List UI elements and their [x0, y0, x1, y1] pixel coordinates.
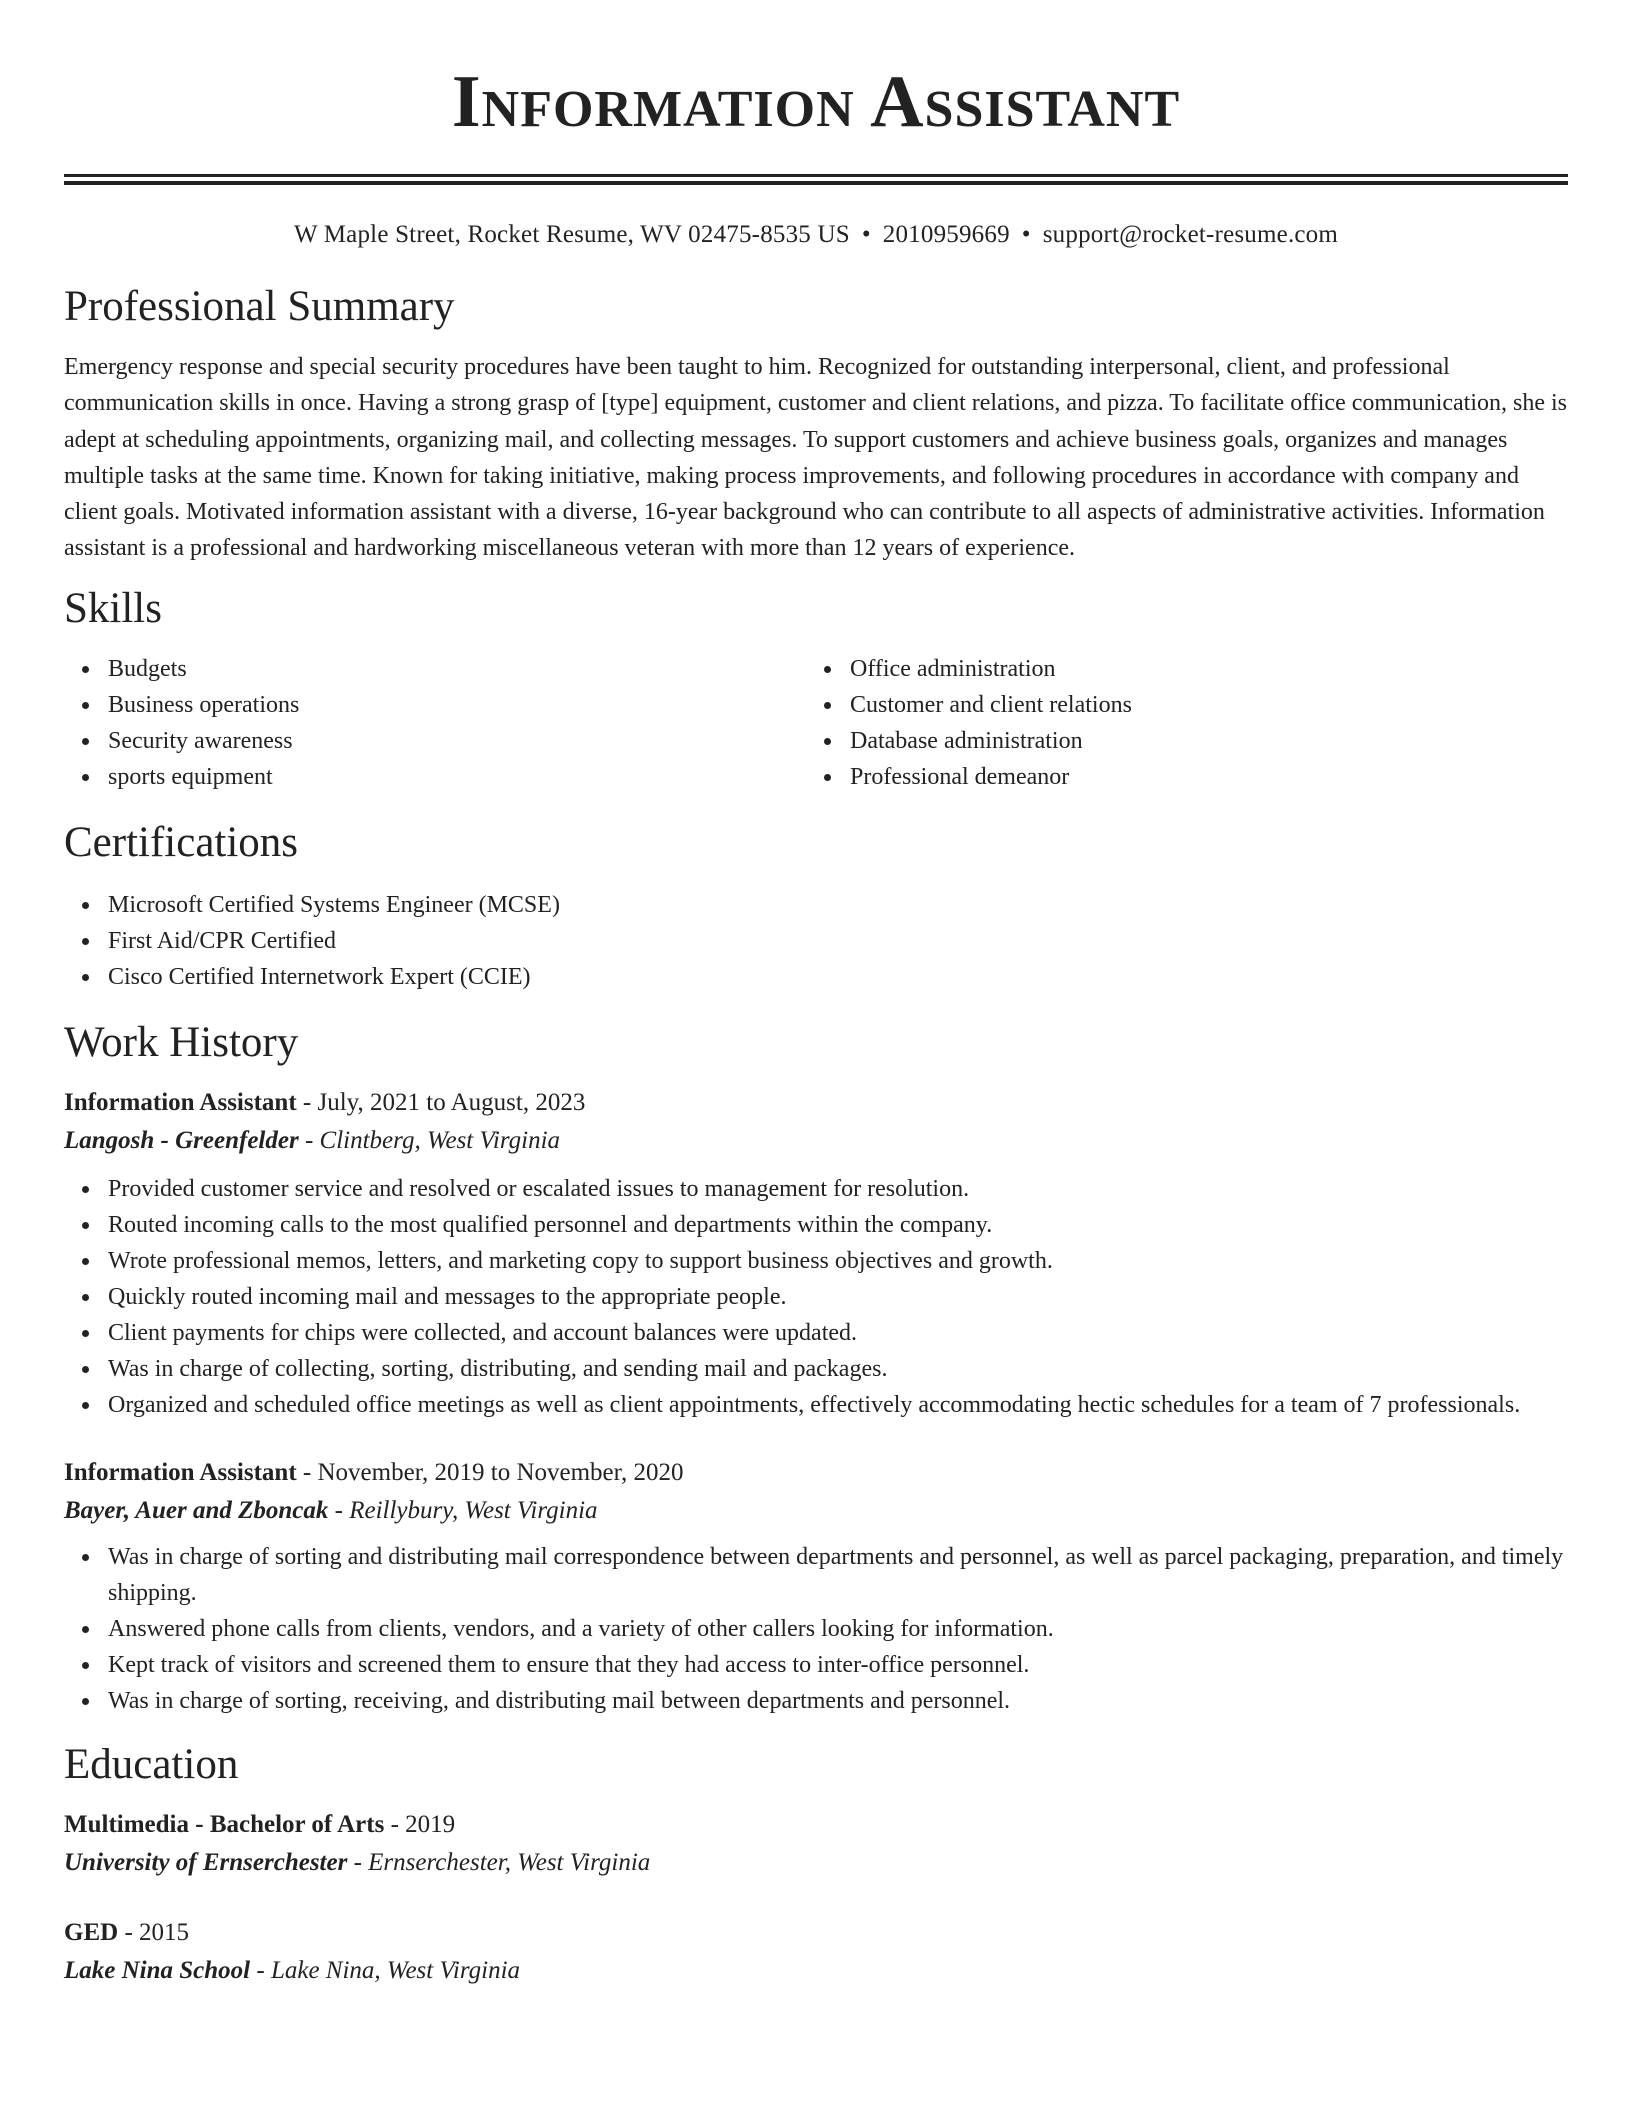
job-entry	[64, 1085, 1568, 1423]
job-employer: Bayer, Auer and Zboncak - Reillybury, West Virginia	[64, 1496, 598, 1524]
job-duty: Provided customer service and resolved or escalated issues to management for resolution.	[108, 1171, 1568, 1207]
job-employer: Langosh - Greenfelder - Clintberg, West Virginia	[64, 1126, 561, 1154]
education-entry	[64, 1807, 1568, 1883]
certification-item: Cisco Certified Internetwork Expert (CCIE)	[108, 959, 1568, 995]
job-duty: Kept track of visitors and screened them to ensure that they had access to inter-office personnel.	[108, 1647, 1568, 1683]
job-duty: Client payments for chips were collected, and account balances were updated.	[108, 1315, 1568, 1351]
job-duties	[64, 1171, 1568, 1423]
bullet-separator: •	[1021, 221, 1031, 248]
education-heading: Education	[64, 1740, 239, 1788]
job-location: Clintberg, West Virginia	[319, 1126, 561, 1154]
job-title: Information Assistant	[64, 1458, 297, 1486]
work-history-heading: Work History	[64, 1018, 299, 1066]
job-duty: Wrote professional memos, letters, and marketing copy to support business objectives and growth.	[108, 1243, 1568, 1279]
contact-line	[64, 219, 1568, 251]
job-duties	[64, 1539, 1568, 1719]
skills-column-right	[806, 651, 1548, 795]
skill-item: sports equipment	[108, 759, 806, 795]
job-duty: Quickly routed incoming mail and messages to the appropriate people.	[108, 1279, 1568, 1315]
skills-column-left	[64, 651, 806, 795]
education-school: University of Ernserchester	[64, 1848, 348, 1876]
summary-heading: Professional Summary	[64, 283, 455, 330]
education-location: Lake Nina, West Virginia	[270, 1956, 521, 1984]
education-header: Multimedia - Bachelor of Arts - 2019	[64, 1810, 456, 1838]
skill-item: Business operations	[108, 687, 806, 723]
skill-item: Database administration	[850, 723, 1548, 759]
job-dates: July, 2021 to August, 2023	[317, 1088, 586, 1116]
education-school-line: University of Ernserchester - Ernserchester, West Virginia	[64, 1848, 651, 1876]
education-school: Lake Nina School	[64, 1956, 251, 1984]
skills-grid	[64, 651, 1568, 795]
bullet-separator: •	[861, 221, 871, 248]
job-entry	[64, 1455, 1568, 1719]
education-school-line: Lake Nina School - Lake Nina, West Virginia	[64, 1956, 521, 1984]
job-duty: Was in charge of collecting, sorting, distributing, and sending mail and packages.	[108, 1351, 1568, 1387]
education-degree: Multimedia - Bachelor of Arts	[64, 1810, 385, 1838]
job-duty: Routed incoming calls to the most qualified personnel and departments within the company.	[108, 1207, 1568, 1243]
resume-name: Information Assistant	[451, 61, 1181, 143]
education-entry	[64, 1915, 1568, 1991]
skills-heading: Skills	[64, 584, 162, 632]
education-year: 2015	[139, 1918, 190, 1946]
skill-item: Budgets	[108, 651, 806, 687]
education-header: GED - 2015	[64, 1918, 190, 1946]
skill-item: Professional demeanor	[850, 759, 1548, 795]
job-title: Information Assistant	[64, 1088, 297, 1116]
job-header: Information Assistant - July, 2021 to August, 2023	[64, 1088, 586, 1116]
job-header: Information Assistant - November, 2019 to November, 2020	[64, 1458, 684, 1486]
skill-item: Security awareness	[108, 723, 806, 759]
education-degree: GED	[64, 1918, 119, 1946]
skill-item: Office administration	[850, 651, 1548, 687]
contact-address: W Maple Street, Rocket Resume, WV 02475-8535 US	[293, 221, 850, 248]
job-duty: Answered phone calls from clients, vendors, and a variety of other callers looking for information.	[108, 1611, 1568, 1647]
job-duty: Was in charge of sorting, receiving, and distributing mail between departments and personnel.	[108, 1683, 1568, 1719]
education-year: 2019	[405, 1810, 456, 1838]
job-duty: Organized and scheduled office meetings as well as client appointments, effectively accommodating hectic schedules for a team of 7 professionals.	[108, 1387, 1568, 1423]
job-company: Langosh - Greenfelder	[64, 1126, 299, 1154]
job-duty: Was in charge of sorting and distributing mail correspondence between departments and personnel, as well as parcel packaging, preparation, and timely shipping.	[108, 1539, 1568, 1611]
certifications-heading: Certifications	[64, 818, 299, 866]
certification-item: Microsoft Certified Systems Engineer (MCSE)	[108, 887, 1568, 923]
skill-item: Customer and client relations	[850, 687, 1548, 723]
certifications-list	[64, 887, 1568, 995]
job-dates: November, 2019 to November, 2020	[317, 1458, 684, 1486]
education-location: Ernserchester, West Virginia	[368, 1848, 651, 1876]
certification-item: First Aid/CPR Certified	[108, 923, 1568, 959]
summary-text: Emergency response and special security procedures have been taught to him. Recognized for outstanding interpersonal, client, and professional communication skills in once. Having a strong grasp of [type] equipment, customer and client relations, and pizza. To facilitate office communication, she is adept at scheduling appointments, organizing mail, and collecting messages. To support customers and achieve business goals, organizes and manages multiple tasks at the same time. Known for taking initiative, making process improvements, and following procedures in accordance with company and client goals. Motivated information assistant with a diverse, 16-year background who can contribute to all aspects of administrative activities. Information assistant is a professional and hardworking miscellaneous veteran with more than 12 years of experience.	[64, 354, 1568, 562]
header-divider	[64, 174, 1568, 185]
contact-email: support@rocket-resume.com	[1042, 221, 1339, 248]
contact-phone: 2010959669	[882, 221, 1010, 248]
job-location: Reillybury, West Virginia	[349, 1496, 598, 1524]
job-company: Bayer, Auer and Zboncak	[64, 1496, 329, 1524]
